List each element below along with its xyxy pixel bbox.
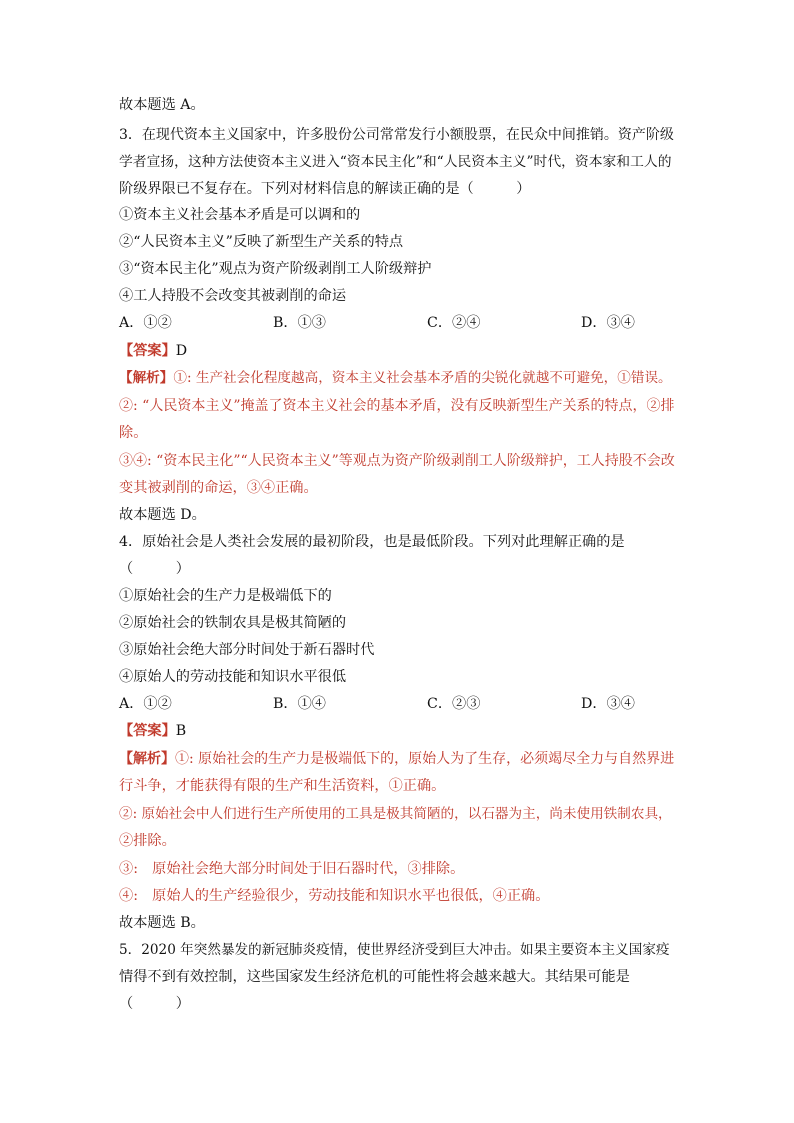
q3-analysis-line-5: 变其被剥削的命运，③④正确。	[119, 480, 318, 496]
q4-item-3: ③原始社会绝大部分时间处于新石器时代	[119, 642, 375, 658]
q4-option-c: C．②③	[427, 696, 481, 712]
q4-item-2: ②原始社会的铁制农具是极其简陋的	[119, 615, 347, 631]
q3-item-4: ④工人持股不会改变其被剥削的命运	[119, 288, 347, 304]
q4-analysis-line-4: ②排除。	[119, 833, 176, 849]
q4-analysis-line-2: 行斗争，才能获得有限的生产和生活资料，①正确。	[119, 778, 446, 794]
q4-item-4: ④原始人的劳动技能和知识水平很低	[119, 669, 347, 685]
q4-answer-value: B	[175, 723, 187, 739]
q4-analysis-line-6: ④: 原始人的生产经验很少，劳动技能和知识水平也很低，④正确。	[119, 888, 550, 904]
q5-stem-line-3: （ ）	[119, 996, 190, 1012]
q3-option-c: C．②④	[427, 315, 481, 331]
q3-analysis-line-1	[119, 368, 672, 388]
q3-answer-value: D	[175, 343, 188, 359]
q3-option-a: A．①②	[119, 315, 172, 331]
q3-item-1: ①资本主义社会基本矛盾是可以调和的	[119, 207, 361, 223]
q3-analysis-text-1: ①: 生产社会化程度越高，资本主义社会基本矛盾的尖锐化就越不可避免，①错误。	[173, 370, 672, 386]
q3-analysis-line-2: ②: “人民资本主义”掩盖了资本主义社会的基本矛盾，没有反映新型生产关系的特点，②排	[119, 398, 675, 414]
q4-option-b: B．①④	[273, 696, 326, 712]
q4-analysis-label: 【解析】	[119, 751, 175, 767]
q3-stem-line-2: 学者宣扬，这种方法使资本主义进入“资本民主化”和“人民资本主义”时代，资本家和工人的	[119, 154, 672, 170]
q4-answer-label: 【答案】	[119, 723, 176, 739]
q3-item-2: ②“人民资本主义”反映了新型生产关系的特点	[119, 234, 404, 250]
q4-conclusion: 故本题选 B。	[119, 915, 205, 931]
q3-answer-label: 【答案】	[119, 343, 176, 359]
q3-answer	[119, 341, 187, 361]
q3-analysis-line-3: 除。	[119, 425, 148, 441]
q3-analysis-line-4: ③④: “资本民主化”“人民资本主义”等观点为资产阶级剥削工人阶级辩护，工人持股不会改	[119, 453, 675, 469]
q4-analysis-line-3: ②: 原始社会中人们进行生产所使用的工具是极其简陋的，以石器为主，尚未使用铁制农具，	[119, 806, 672, 822]
q4-stem-line-1: 4．原始社会是人类社会发展的最初阶段，也是最低阶段。下列对此理解正确的是	[119, 534, 625, 550]
q3-analysis-label: 【解析】	[119, 370, 174, 386]
q3-stem-line-3: 阶级界限已不复存在。下列对材料信息的解读正确的是（ ）	[119, 181, 531, 197]
q4-option-a: A．①②	[119, 696, 172, 712]
q4-analysis-text-1: ①: 原始社会的生产力是极端低下的，原始人为了生存，必须竭尽全力与自然界进	[175, 751, 675, 767]
q3-option-b: B．①③	[273, 315, 326, 331]
q4-item-1: ①原始社会的生产力是极端低下的	[119, 588, 332, 604]
q4-option-d: D．③④	[581, 696, 635, 712]
q3-conclusion: 故本题选 D。	[119, 507, 206, 523]
q3-item-3: ③“资本民主化”观点为资产阶级剥削工人阶级辩护	[119, 261, 432, 277]
q4-answer	[119, 721, 186, 741]
q5-stem-line-2: 情得不到有效控制，这些国家发生经济危机的可能性将会越来越大。其结果可能是	[119, 969, 630, 985]
q3-stem-line-1: 3．在现代资本主义国家中，许多股份公司常常发行小额股票，在民众中间推销。资产阶级	[119, 127, 674, 143]
q4-stem-line-2: （ ）	[119, 561, 190, 577]
q5-stem-line-1: 5．2020 年突然暴发的新冠肺炎疫情，使世界经济受到巨大冲击。如果主要资本主义国家疫	[119, 942, 670, 958]
q4-analysis-line-5: ③: 原始社会绝大部分时间处于旧石器时代，③排除。	[119, 861, 465, 877]
q4-analysis-line-1	[119, 749, 674, 769]
q2-conclusion: 故本题选 A。	[119, 97, 205, 113]
q3-option-d: D．③④	[581, 315, 635, 331]
